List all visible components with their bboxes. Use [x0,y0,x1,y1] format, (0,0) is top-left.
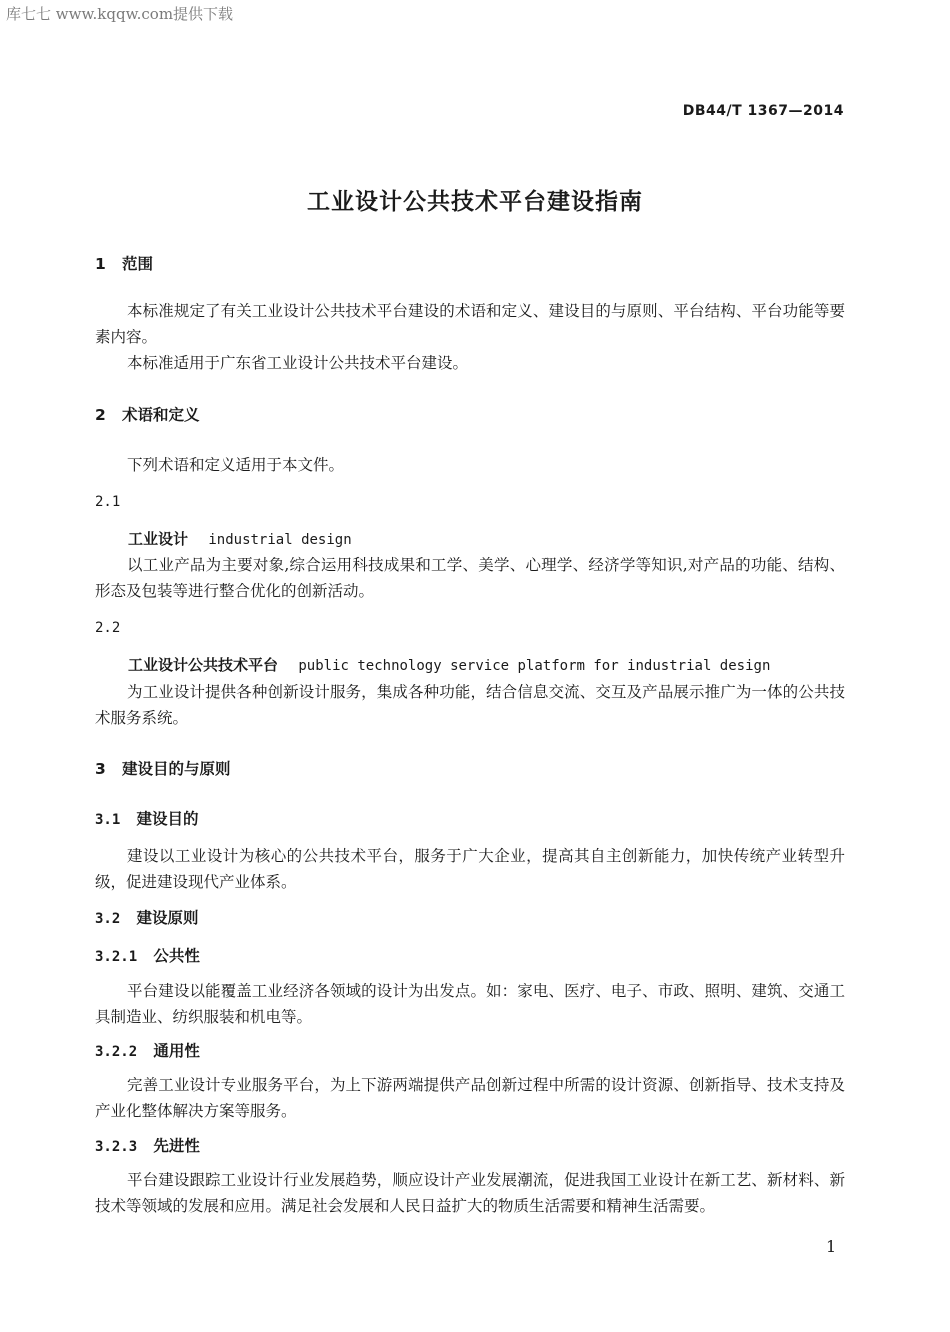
section-title: 建设目的与原则 [122,760,231,778]
clause-2-2-term [128,654,770,675]
term-english: industrial design [208,532,352,548]
clause-title: 建设原则 [136,909,199,927]
watermark-text: 库七七 www.kqqw.com提供下载 [6,5,234,23]
section-2-paragraph: 下列术语和定义适用于本文件。 [127,456,345,474]
clause-number: 3.1 [95,812,121,828]
clause-3-2-heading [95,906,199,928]
page-number: 1 [826,1237,837,1256]
clause-title: 公共性 [153,947,200,965]
clause-3-1-heading [95,807,199,829]
clause-number: 3.2 [95,911,121,927]
section-2-heading [95,403,200,425]
clause-2-1-number: 2.1 [95,494,121,510]
clause-3-2-1-paragraph: 平台建设以能覆盖工业经济各领域的设计为出发点。如：家电、医疗、电子、市政、照明、建筑、交通工具制造业、纺织服装和机电等。 [95,982,845,1026]
term-chinese: 工业设计公共技术平台 [128,656,279,674]
section-3-heading [95,757,231,779]
clause-title: 通用性 [153,1042,200,1060]
clause-2-1-definition: 以工业产品为主要对象,综合运用科技成果和工学、美学、心理学、经济学等知识,对产品的功能、结构、形态及包装等进行整合优化的创新活动。 [95,556,845,600]
clause-3-1-paragraph: 建设以工业设计为核心的公共技术平台，服务于广大企业，提高其自主创新能力，加快传统产业转型升级，促进建设现代产业体系。 [95,847,845,891]
clause-title: 建设目的 [136,810,199,828]
section-title: 术语和定义 [122,406,200,424]
clause-2-1-term [128,528,352,549]
term-chinese: 工业设计 [128,530,189,548]
section-number: 2 [95,406,106,424]
clause-number: 3.2.3 [95,1139,138,1155]
clause-3-2-1-heading [95,944,200,966]
clause-3-2-2-heading [95,1039,200,1061]
section-number: 3 [95,760,106,778]
page-title: 工业设计公共技术平台建设指南 [307,189,643,215]
section-1-heading [95,252,153,274]
clause-number: 3.2.2 [95,1044,138,1060]
section-title: 范围 [122,255,154,273]
term-english: public technology service platform for industrial design [298,658,771,674]
clause-number: 3.2.1 [95,949,138,965]
section-1-paragraph-1: 本标准规定了有关工业设计公共技术平台建设的术语和定义、建设目的与原则、平台结构、平台功能等要素内容。 [95,302,845,346]
section-1-paragraph-2: 本标准适用于广东省工业设计公共技术平台建设。 [127,354,469,372]
section-number: 1 [95,255,106,273]
document-number: DB44/T 1367—2014 [682,103,844,119]
clause-3-2-2-paragraph: 完善工业设计专业服务平台，为上下游两端提供产品创新过程中所需的设计资源、创新指导、技术支持及产业化整体解决方案等服务。 [95,1076,845,1120]
clause-3-2-3-paragraph: 平台建设跟踪工业设计行业发展趋势，顺应设计产业发展潮流，促进我国工业设计在新工艺、新材料、新技术等领域的发展和应用。满足社会发展和人民日益扩大的物质生活需要和精神生活需要。 [95,1171,845,1215]
clause-2-2-definition: 为工业设计提供各种创新设计服务，集成各种功能，结合信息交流、交互及产品展示推广为一体的公共技术服务系统。 [95,683,845,727]
clause-title: 先进性 [153,1137,200,1155]
clause-3-2-3-heading [95,1134,200,1156]
clause-2-2-number: 2.2 [95,620,121,636]
